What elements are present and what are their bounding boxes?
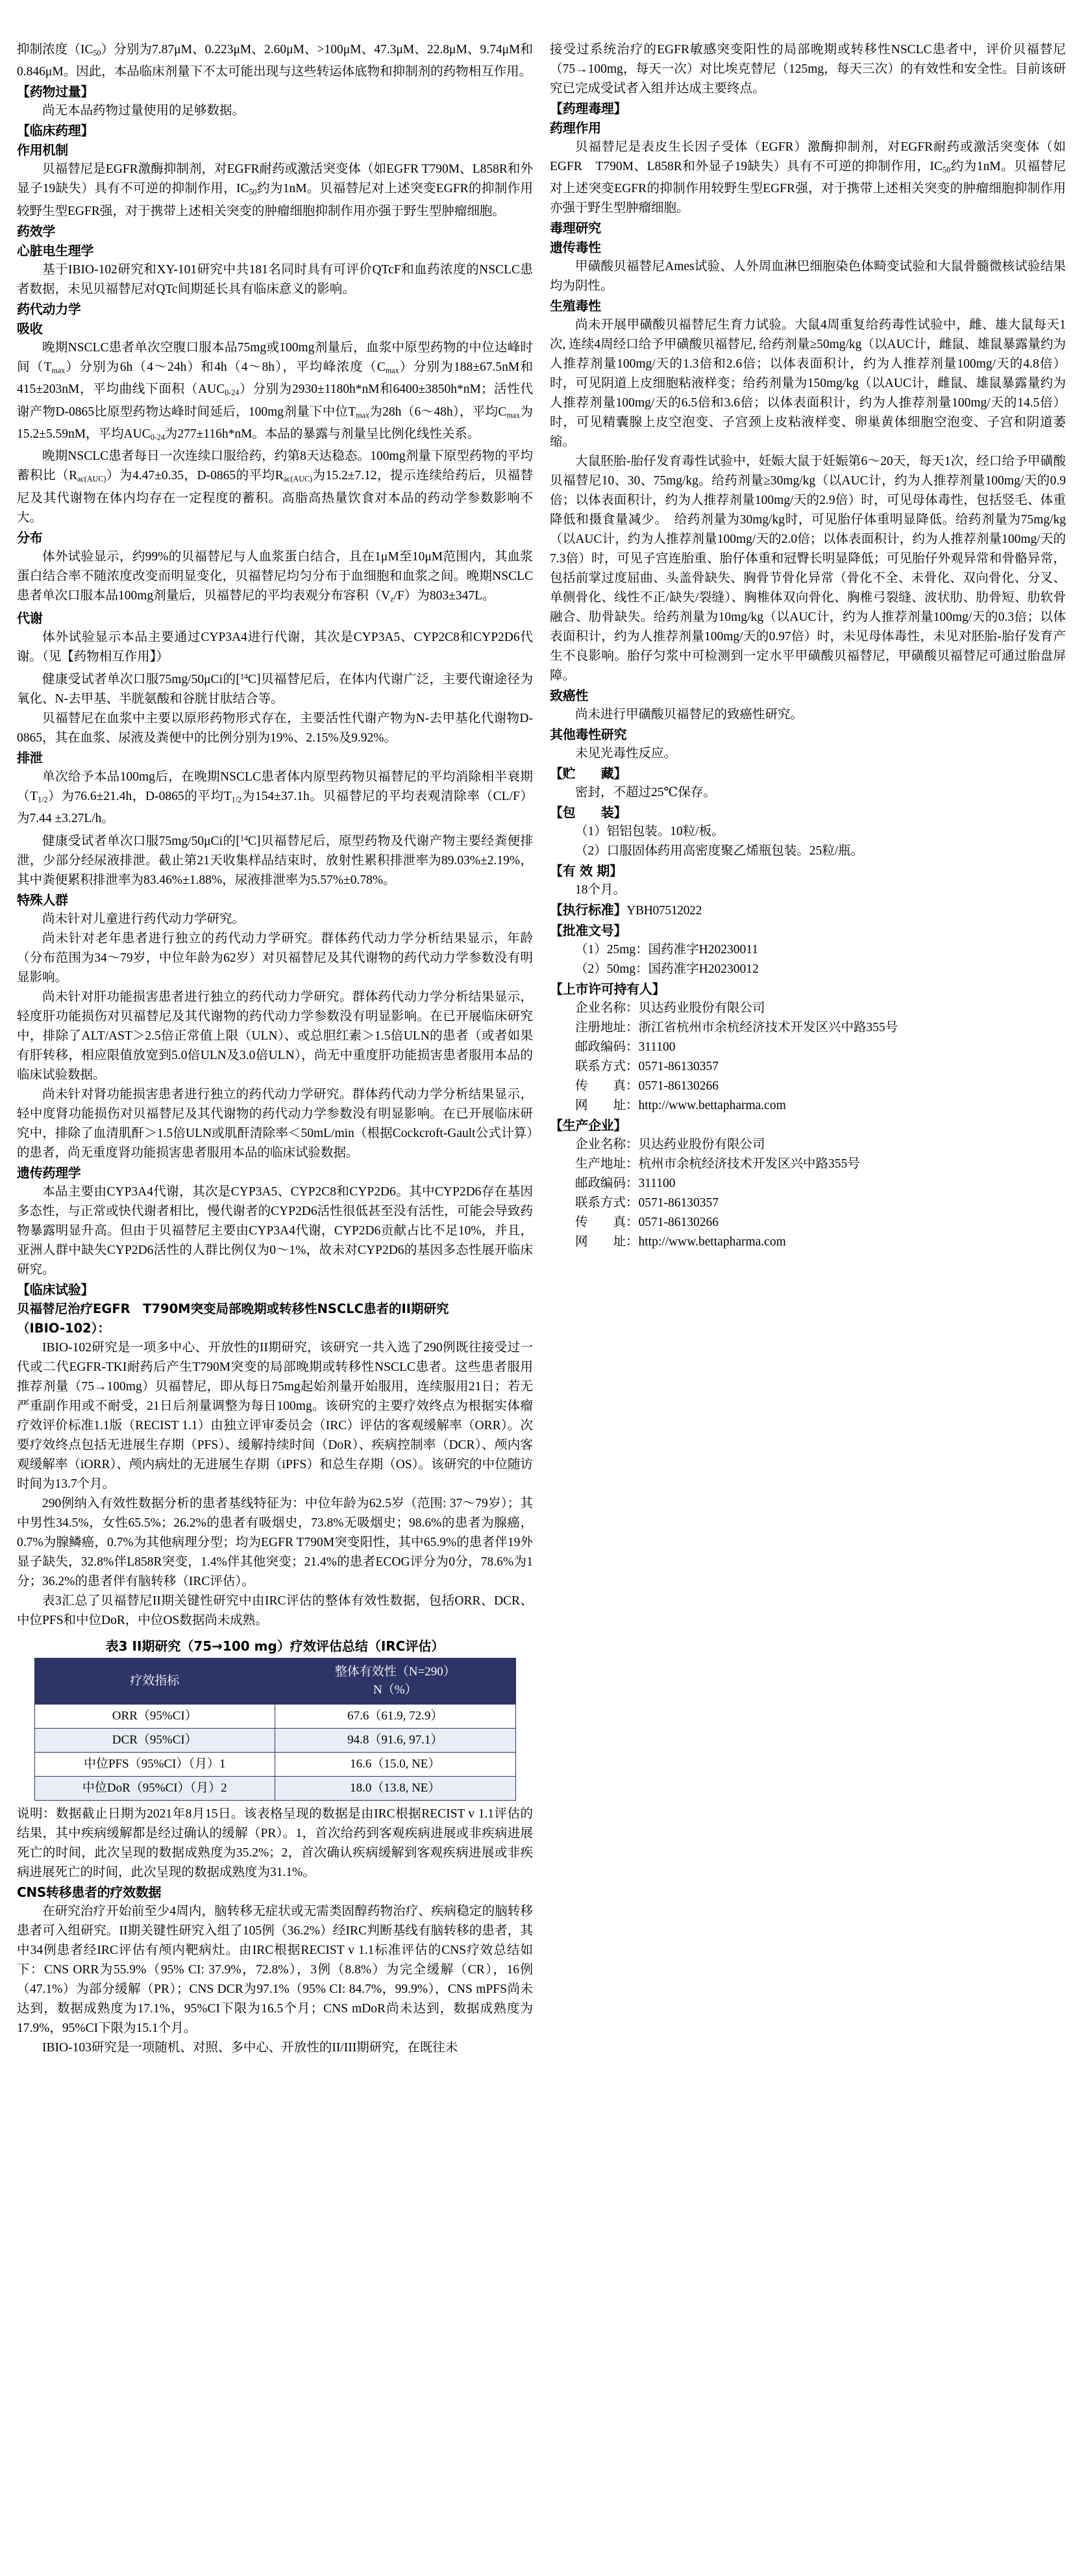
paragraph-study-table-intro: 表3汇总了贝福替尼II期关键性研究中由IRC评估的整体有效性数据，包括ORR、DCR、中位PFS和中位DoR，中位OS数据尚未成熟。 <box>17 1594 533 1628</box>
section-heading-shelf-life: 【有 效 期】 <box>550 863 623 879</box>
section-heading-overdose: 【药物过量】 <box>17 84 94 100</box>
paragraph-ibio103-continued: 接受过系统治疗的EGFR敏感突变阳性的局部晚期或转移性NSCLC患者中，评价贝福替尼（75→100mg，每天一次）对比埃克替尼（125mg，每天三次）的有效性和安全性。目前该研究已完成受试者入组并达成主要终点。 <box>550 43 1066 95</box>
mah-phone: 联系方式：0571-86130357 <box>575 1060 719 1074</box>
paragraph-metabolism-3: 贝福替尼在血浆中主要以原形药物形式存在，主要活性代谢产物为N-去甲基化代谢物D-0865，其在血浆、尿液及粪便中的比例分别为19%、2.15%及9.92%。 <box>17 712 533 745</box>
paragraph-ibio103-intro: IBIO-103研究是一项随机、对照、多中心、开放性的II/III期研究，在既往未 <box>42 2041 458 2055</box>
manufacturer-postcode: 邮政编码：311100 <box>575 1177 676 1191</box>
paragraph-storage: 密封，不超过25℃保存。 <box>575 786 716 800</box>
paragraph-absorption-1: 晚期NSCLC患者单次空腹口服本品75mg或100mg剂量后，血浆中原型药物的中位达峰时间$(T_{max})$分别为6h（4～24h）和4h（4～8h），平均峰浓度$(C_{max})$分别为188±67.5nM和415±203nM，平均曲线下面积$(AUC_{0-24})$分别为2930±1180h*nM和6400±3850h*nM；活性代谢产物D-0865比原型药物达峰时间延后，100mg剂量下中位$T_{max}$为28h（6～48h），平均$C_{max}$为15.2±5.59nM，平均$AUC_{0-24}$为277±116h*nM。本品的暴露与剂量呈比例化线性关系。 <box>17 340 533 442</box>
section-heading-clinical-trials: 【临床试验】 <box>17 1282 94 1298</box>
subheading-pharmacological-action: 药理作用 <box>550 120 601 136</box>
table-header-row <box>34 1658 515 1705</box>
paragraph-carcinogenicity: 尚未进行甲磺酸贝福替尼的致癌性研究。 <box>575 708 804 722</box>
mah-registered-address: 注册地址：浙江省杭州市余杭经济技术开发区兴中路355号 <box>575 1021 898 1035</box>
section-heading-packaging: 【包 装】 <box>550 805 627 821</box>
paragraph-mechanism-of-action: 贝福替尼是EGFR激酶抑制剂，对EGFR耐药或激活突变体（如EGFR T790M、L858R和外显子19缺失）具有不可逆的抑制作用，$IC_{50}$约为1nM。贝福替尼对上述突变EGFR的抑制作用较野生型EGFR强，对于携带上述相关突变的肿瘤细胞抑制作用亦强于野生型肿瘤细胞。 <box>17 162 533 218</box>
table-caption: 表3 II期研究（75→100 mg）疗效评估总结（IRC评估） <box>105 1638 445 1655</box>
subheading-distribution: 分布 <box>17 529 43 545</box>
paragraph-metabolism-1: 体外试验显示本品主要通过CYP3A4进行代谢，其次是CYP3A5、CYP2C8和CYP2D6代谢。（见【药物相互作用】） <box>17 631 533 664</box>
manufacturer-fax: 传 真：0571-86130266 <box>575 1216 719 1230</box>
paragraph-reproductive-toxicity-2: 大鼠胚胎-胎仔发育毒性试验中，妊娠大鼠于妊娠第6～20天，每天1次，经口给予甲磺酸贝福替尼10、30、75mg/kg。给药剂量≥30mg/kg（以AUC计，约为人推荐剂量100mg/天的0.9倍；以体表面积计，约为人推荐剂量100mg/天的2.9倍）时，可见母体毒性，包括竖毛、体重降低和摄食量减少。 给药剂量为30mg/kg时，可见胎仔体重明显降低。给药剂量为75mg/kg（以AUC计，约为人推荐剂量100mg/天的2.0倍；以体表面积计，约为人推荐剂量100mg/天的7.3倍）时，可见子宫连胎重、胎仔体重和冠臀长明显降低；可见胎仔外观异常和骨骼异常，包括前掌过度屈曲、头盖骨缺失、胸骨节骨化异常（骨化不全、未骨化、双向骨化、分叉、单侧骨化、线性不正/缺失/裂缝）、胸椎体双向骨化、胸椎弓裂缝、波状肋、肋骨短、肋软骨融合、肋骨缺失。给药剂量为10mg/kg（以AUC计，约为人推荐剂量100mg/天的0.3倍；以体表面积计，约为人推荐剂量100mg/天的0.97倍）时，未见母体毒性，未见对胚胎-胎仔发育产生不良影响。胎仔匀浆中可检测到一定水平甲磺酸贝福替尼，甲磺酸贝福替尼可通过胎盘屏障。 <box>550 455 1066 683</box>
paragraph-packaging-1: （1）铝铝包装。10粒/板。 <box>575 825 724 839</box>
subheading-excretion: 排泄 <box>17 750 43 766</box>
standard-value: YBH07512022 <box>626 904 702 918</box>
right-column <box>550 18 1066 1252</box>
mah-company-name: 企业名称：贝达药业股份有限公司 <box>575 1001 765 1016</box>
table-header-overall-line1: 整体有效性（N=290） <box>334 1665 456 1679</box>
subheading-genotoxicity: 遗传毒性 <box>550 240 601 256</box>
section-heading-storage: 【贮 藏】 <box>550 766 627 782</box>
study-title-line-2: （IBIO-102）： <box>17 1321 110 1336</box>
mah-fax: 传 真：0571-86130266 <box>575 1079 719 1094</box>
manufacturer-company-name: 企业名称：贝达药业股份有限公司 <box>575 1138 765 1152</box>
table-cell-indicator: 中位DoR（95%CI）（月）2 <box>34 1777 275 1801</box>
paragraph-special-elderly: 尚未针对老年患者进行独立的药代动力学研究。群体药代动力学分析结果显示，年龄（分布范围为34～79岁，中位年龄为62岁）对贝福替尼及其代谢物的药代动力学参数没有明显影响。 <box>17 932 533 985</box>
paragraph-pharmacological-action: 贝福替尼是表皮生长因子受体（EGFR）激酶抑制剂，对EGFR耐药或激活突变体（如EGFR T790M、L858R和外显子19缺失）具有不可逆的抑制作用，$IC_{50}$约为1nM。贝福替尼对上述突变EGFR的抑制作用较野生型EGFR强，对于携带上述相关突变的肿瘤细胞抑制作用亦强于野生型肿瘤细胞。 <box>550 140 1066 216</box>
study-title-line-1: 贝福替尼治疗EGFR T790M突变局部晚期或转移性NSCLC患者的II期研究 <box>17 1301 449 1317</box>
paragraph-overdose: 尚无本品药物过量使用的足够数据。 <box>42 104 245 118</box>
subheading-metabolism: 代谢 <box>17 610 43 626</box>
subheading-toxicology-studies: 毒理研究 <box>550 220 601 236</box>
section-heading-mah: 【上市许可持有人】 <box>550 981 665 997</box>
table-cell-indicator: DCR（95%CI） <box>34 1729 275 1753</box>
paragraph-cns-efficacy: 在研究治疗开始前至少4周内，脑转移无症状或无需类固醇药物治疗、疾病稳定的脑转移患者可入组研究。II期关键性研究入组了105例（36.2%）经IRC判断基线有脑转移的患者，其中34例患者经IRC评估有颅内靶病灶。由IRC根据RECIST v 1.1标准评估的CNS疗效总结如下：CNS ORR为55.9%（95% CI: 37.9%，72.8%），3例（8.8%）为完全缓解（CR），16例（47.1%）为部分缓解（PR）；CNS DCR为97.1%（95% CI: 84.7%，99.9%），CNS mPFS尚未达到，数据成熟度为17.1%，95%CI下限为16.5个月；CNS mDoR尚未达到，数据成熟度为17.9%，95%CI下限为15.1个月。 <box>17 1905 533 2036</box>
paragraph-study-baseline: 290例纳入有效性数据分析的患者基线特征为：中位年龄为62.5岁（范围: 37～79岁）；其中男性34.5%，女性65.5%；26.2%的患者有吸烟史，73.8%无吸烟史；98.6%的患者为腺癌，0.7%为腺鳞癌，0.7%为其他病理分型；均为EGFR T790M突变阳性，其中65.9%的患者伴19外显子缺失，32.8%伴L858R突变，1.4%伴其他突变；21.4%的患者ECOG评分为0分，78.6%为1分；36.2%的患者伴有脑转移（IRC评估）。 <box>17 1497 533 1589</box>
subheading-carcinogenicity: 致癌性 <box>550 688 589 704</box>
table-cell-value: 18.0（13.8, NE） <box>275 1777 516 1801</box>
table-cell-value: 16.6（15.0, NE） <box>275 1753 516 1777</box>
paragraph-metabolism-2: 健康受试者单次口服75mg/50μCi的[$^{14}$C]贝福替尼后，在体内代谢广泛，主要代谢途径为氧化、N-去甲基、半胱氨酸和谷胱甘肽结合等。 <box>17 672 533 707</box>
paragraph-distribution: 体外试验显示，约99%的贝福替尼与人血浆蛋白结合，且在1μM至10μM范围内，其血浆蛋白结合率不随浓度改变而明显变化，贝福替尼均匀分布于血细胞和血浆之间。晚期NSCLC患者单次口服本品100mg剂量后，贝福替尼的平均表观分布容积$(V_z/F)$为803±347L。 <box>17 549 533 603</box>
subheading-pharmacogenetics: 遗传药理学 <box>17 1165 81 1181</box>
paragraph-shelf-life: 18个月。 <box>575 883 626 897</box>
standard-label: 【执行标准】 <box>550 902 627 918</box>
subheading-special-populations: 特殊人群 <box>17 892 68 908</box>
table-row <box>34 1705 515 1729</box>
paragraph-special-pediatric: 尚未针对儿童进行药代动力学研究。 <box>42 912 245 927</box>
table-cell-value: 94.8（91.6, 97.1） <box>275 1729 516 1753</box>
subheading-cns-efficacy: CNS转移患者的疗效数据 <box>17 1884 162 1901</box>
manufacturer-website: 网 址：http://www.bettapharma.com <box>575 1235 786 1249</box>
paragraph-study-design: IBIO-102研究是一项多中心、开放性的II期研究，该研究一共入选了290例既往接受过一代或二代EGFR-TKI耐药后产生T790M突变的局部晚期或转移性NSCLC患者。这些患者服用推荐剂量（75→100mg）贝福替尼，即从每日75mg起始剂量开始服用，连续服用21日；若无严重副作用或不耐受，21日后剂量调整为每日100mg。该研究的主要疗效终点为根据实体瘤疗效评价标准1.1版（RECIST 1.1）由独立评审委员会（IRC）评估的客观缓解率（ORR）。次要疗效终点包括无进展生存期（PFS）、缓解持续时间（DoR）、疾病控制率（DCR）、颅内客观缓解率（iORR）、颅内病灶的无进展生存期（iPFS）和总生存期（OS）。该研究的中位随访时间为13.7个月。 <box>17 1341 533 1492</box>
paragraph-reproductive-toxicity-1: 尚未开展甲磺酸贝福替尼生育力试验。大鼠4周重复给药毒性试验中，雌、雄大鼠每天1次, 连续4周经口给予甲磺酸贝福替尼, 给药剂量≥50mg/kg（以AUC计，雌鼠、雄鼠暴露量约为人推荐剂量100mg/天的1.3倍和2.6倍；以体表面积计，约为人推荐剂量100mg/天的4.8倍）时，可见阴道上皮细胞粘液样变；给药剂量为150mg/kg（以AUC计，雌鼠、雄鼠暴露量约为人推荐剂量100mg/天的6.5倍和3.6倍；以体表面积计，约为人推荐剂量100mg/天的14.5倍）时，可见精囊腺上皮空泡变、子宫颈上皮粘液样变、卵巢黄体细胞空泡变、子宫和阴道萎缩。 <box>550 318 1066 449</box>
paragraph-excretion-1: 单次给予本品100mg后，在晚期NSCLC患者体内原型药物贝福替尼的平均消除相半衰期$(T_{1/2})$为76.6±21.4h，D-0865的平均$T_{1/2}$为154±37.1h。贝福替尼的平均表观清除率（CL/F）为7.44 ±3.27L/h。 <box>17 770 533 826</box>
table-cell-indicator: 中位PFS（95%CI）（月）1 <box>34 1753 275 1777</box>
paragraph-packaging-2: （2）口服固体药用高密度聚乙烯瓶包装。25粒/瓶。 <box>575 844 864 858</box>
paragraph-excretion-2: 健康受试者单次口服75mg/50μCi的[$^{14}$C]贝福替尼后，原型药物及代谢产物主要经粪便排泄，少部分经尿液排泄。截止第21天收集样品结束时，放射性累积排泄率为89.03%±2.19%，其中粪便累积排泄率为83.46%±1.88%，尿液排泄率为5.57%±0.78%。 <box>17 834 533 888</box>
mah-website: 网 址：http://www.bettapharma.com <box>575 1099 786 1113</box>
subheading-mechanism-of-action: 作用机制 <box>17 142 68 158</box>
table-row <box>34 1753 515 1777</box>
table-row <box>34 1729 515 1753</box>
subheading-pharmacokinetics: 药代动力学 <box>17 301 81 317</box>
table-header-indicator: 疗效指标 <box>34 1658 275 1705</box>
table-cell-indicator: ORR（95%CI） <box>34 1705 275 1729</box>
section-heading-clinical-pharmacology: 【临床药理】 <box>17 123 94 139</box>
efficacy-summary-table <box>34 1658 516 1801</box>
paragraph-cardiac-electrophysiology: 基于IBIO-102研究和XY-101研究中共181名同时具有可评价QTcF和血药浓度的NSCLC患者数据，未见贝福替尼对QTc间期延长具有临床意义的影响。 <box>17 262 533 296</box>
paragraph-ic50: 抑制浓度$(IC_{50})$分别为7.87μM、0.223μM、2.60μM、>100μM、47.3μM、22.8μM、9.74μM和0.846μM。因此，本品临床剂量下不太可能出现与这些转运体底物和抑制剂的药物相互作用。 <box>17 43 533 79</box>
paragraph-special-renal: 尚未针对肾功能损害患者进行独立的药代动力学研究。群体药代动力学分析结果显示，轻中度肾功能损伤对贝福替尼及其代谢物的药代动力学参数没有明显影响。在已开展临床研究中，排除了血清肌酐＞1.5倍ULN或肌酐清除率＜50mL/min（根据Cockcroft-Gault公式计算）的患者，尚无重度肾功能损害患者服用本品的临床试验数据。 <box>17 1088 533 1160</box>
section-heading-manufacturer: 【生产企业】 <box>550 1118 627 1134</box>
left-column <box>17 18 533 2058</box>
paragraph-special-hepatic: 尚未针对肝功能损害患者进行独立的药代动力学研究。群体药代动力学分析结果显示，轻度肝功能损伤对贝福替尼及其代谢物的药代动力学参数没有明显影响。在已开展临床研究中，排除了ALT/AST＞2.5倍正常值上限（ULN）、或总胆红素＞1.5倍ULN的患者（或者如果有肝转移，相应限值放宽到5.0倍ULN及3.0倍ULN），尚无中重度肝功能损害患者服用本品的临床试验数据。 <box>17 990 533 1082</box>
table-cell-value: 67.6（61.9, 72.9） <box>275 1705 516 1729</box>
subheading-cardiac-electrophysiology: 心脏电生理学 <box>17 242 94 258</box>
manufacturer-address: 生产地址：杭州市余杭经济技术开发区兴中路355号 <box>575 1157 860 1171</box>
mah-postcode: 邮政编码：311100 <box>575 1040 676 1055</box>
section-heading-pharmacology-toxicology: 【药理毒理】 <box>550 101 627 116</box>
subheading-other-toxicity: 其他毒性研究 <box>550 727 627 743</box>
section-heading-standard <box>550 900 1066 921</box>
table-footnote: 说明：数据截止日期为2021年8月15日。该表格呈现的数据是由IRC根据RECIST v 1.1评估的结果，其中疾病缓解都是经过确认的缓解（PR）。1，首次给药到客观疾病进展或非疾病进展死亡的时间，此次呈现的数据成熟度为35.2%；2，首次确认疾病缓解到客观疾病进展或非疾病进展死亡的时间，此次呈现的数据成熟度为31.1%。 <box>17 1807 533 1880</box>
paragraph-approval-1: （1）25mg：国药准字H20230011 <box>575 943 759 957</box>
paragraph-absorption-2: 晚期NSCLC患者每日一次连续口服给药，约第8天达稳态。100mg剂量下原型药物的平均蓄积比$(R_{ac(AUC)})$为4.47±0.35，D-0865的平均$R_{ac(AUC)}$为15.2±7.12，提示连续给药后，贝福替尼及其代谢物在体内均存在一定程度的蓄积。高脂高热量饮食对本品的药动学参数影响不大。 <box>17 449 533 525</box>
paragraph-pharmacogenetics: 本品主要由CYP3A4代谢，其次是CYP3A5、CYP2C8和CYP2D6。其中CYP2D6存在基因多态性，与正常或快代谢者相比，慢代谢者的CYP2D6活性很低甚至没有活性，可能会导致药物暴露明显升高。但由于贝福替尼主要由CYP3A4代谢，CYP2D6贡献占比不足10%，并且，亚洲人群中缺失CYP2D6活性的人群比例仅为0～1%，故未对CYP2D6的基因多态性展开临床研究。 <box>17 1185 533 1277</box>
section-heading-approval-number: 【批准文号】 <box>550 923 627 939</box>
table-header-overall <box>275 1658 516 1705</box>
table-row <box>34 1777 515 1801</box>
subheading-pharmacodynamics: 药效学 <box>17 223 56 239</box>
paragraph-genotoxicity: 甲磺酸贝福替尼Ames试验、人外周血淋巴细胞染色体畸变试验和大鼠骨髓微核试验结果均为阴性。 <box>550 260 1066 294</box>
paragraph-other-toxicity: 未见光毒性反应。 <box>575 747 677 761</box>
table-header-overall-line2: N（%） <box>373 1683 417 1697</box>
subheading-absorption: 吸收 <box>17 320 43 336</box>
paragraph-approval-2: （2）50mg：国药准字H20230012 <box>575 962 759 977</box>
subheading-reproductive-toxicity: 生殖毒性 <box>550 298 601 314</box>
manufacturer-phone: 联系方式：0571-86130357 <box>575 1196 719 1210</box>
